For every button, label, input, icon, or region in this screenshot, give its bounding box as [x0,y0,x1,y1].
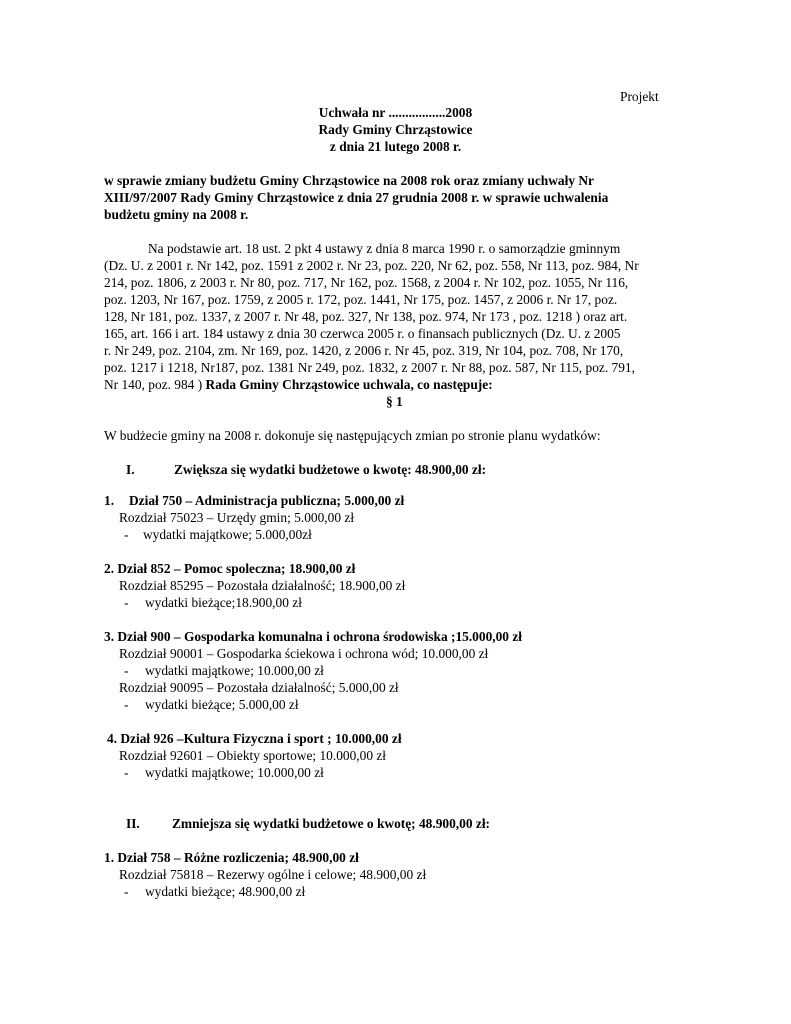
preamble-line [104,376,493,393]
resolution-title: Uchwała nr .................2008 [318,105,473,120]
bullet-dash: - [124,884,129,899]
wydatki-line: wydatki bieżące; 48.900,00 zł [145,884,306,899]
part-roman-numeral: II. [126,816,140,831]
wydatki-line: wydatki majątkowe; 10.000,00 zł [145,663,324,678]
rozdzial-line: Rozdział 85295 – Pozostała działalność; 18.900,00 zł [119,578,406,593]
preamble-line: 214, poz. 1806, z 2003 r. Nr 80, poz. 717, Nr 162, poz. 1568, z 2004 r. Nr 102, poz. 1055, Nr 116, [104,275,629,290]
preamble-line: poz. 1217 i 1218, Nr187, poz. 1381 Nr 249, poz. 1832, z 2007 r. Nr 88, poz. 587, Nr 115, poz. 791, [104,360,635,375]
wydatki-line: wydatki bieżące; 5.000,00 zł [145,697,299,712]
preamble-line: r. Nr 249, poz. 2104, zm. Nr 169, poz. 1420, z 2006 r. Nr 45, poz. 319, Nr 104, poz. 708, Nr 170, [104,343,624,358]
part-heading: Zmniejsza się wydatki budżetowe o kwotę; 48.900,00 zł: [172,816,491,831]
wydatki-line: wydatki majątkowe; 5.000,00zł [143,527,312,542]
preamble-line: Na podstawie art. 18 ust. 2 pkt 4 ustawy z dnia 8 marca 1990 r. o samorządzie gminnym [148,241,621,256]
bullet-dash: - [124,765,129,780]
preamble-text: Nr 140, poz. 984 ) [104,377,206,392]
preamble-line: 165, art. 166 i art. 184 ustawy z dnia 30 czerwca 2005 r. o finansach publicznych (Dz. U. z 2005 [104,326,621,341]
preamble-line: (Dz. U. z 2001 r. Nr 142, poz. 1591 z 2002 r. Nr 23, poz. 220, Nr 62, poz. 558, Nr 113, poz. 984, Nr [104,258,639,273]
preamble-line: poz. 1203, Nr 167, poz. 1759, z 2005 r. 172, poz. 1441, Nr 175, poz. 1457, z 2006 r. Nr 17, poz. [104,292,618,307]
rozdzial-line: Rozdział 90095 – Pozostała działalność; 5.000,00 zł [119,680,399,695]
dzial-title: 4. Dział 926 –Kultura Fizyczna i sport ; 10.000,00 zł [107,731,402,746]
dzial-title: 3. Dział 900 – Gospodarka komunalna i ochrona środowiska ;15.000,00 zł [104,629,523,644]
council-resolves: Rada Gminy Chrząstowice uchwala, co następuje: [205,377,493,392]
part-heading: Zwiększa się wydatki budżetowe o kwotę: 48.900,00 zł: [174,462,487,477]
part-roman-numeral: I. [126,462,135,477]
item-number: 1. [104,493,115,508]
preamble-line: 128, Nr 181, poz. 1337, z 2007 r. Nr 48, poz. 327, Nr 138, poz. 974, Nr 173 , poz. 1218 ) oraz art. [104,309,628,324]
rozdzial-line: Rozdział 90001 – Gospodarka ściekowa i ochrona wód; 10.000,00 zł [119,646,489,661]
resolution-date: z dnia 21 lutego 2008 r. [329,139,462,154]
rozdzial-line: Rozdział 75818 – Rezerwy ogólne i celowe; 48.900,00 zł [119,867,427,882]
subject-line: w sprawie zmiany budżetu Gminy Chrząstowice na 2008 rok oraz zmiany uchwały Nr [104,173,594,188]
council-name: Rady Gminy Chrząstowice [318,122,473,137]
dzial-title: Dział 750 – Administracja publiczna; 5.000,00 zł [129,493,405,508]
rozdzial-line: Rozdział 75023 – Urzędy gmin; 5.000,00 zł [119,510,355,525]
wydatki-line: wydatki bieżące;18.900,00 zł [145,595,302,610]
subject-line: budżetu gminy na 2008 r. [104,207,249,222]
bullet-dash: - [124,697,129,712]
section-intro: W budżecie gminy na 2008 r. dokonuje się następujących zmian po stronie planu wydatków: [104,428,601,443]
rozdzial-line: Rozdział 92601 – Obiekty sportowe; 10.000,00 zł [119,748,387,763]
paragraph-mark: § 1 [386,394,403,409]
dzial-title: 2. Dział 852 – Pomoc spoleczna; 18.900,00 zł [104,561,356,576]
bullet-dash: - [124,663,129,678]
projekt-label: Projekt [620,89,659,104]
bullet-dash: - [124,527,129,542]
bullet-dash: - [124,595,129,610]
wydatki-line: wydatki majątkowe; 10.000,00 zł [145,765,324,780]
dzial-title: 1. Dział 758 – Różne rozliczenia; 48.900,00 zł [104,850,359,865]
subject-line: XIII/97/2007 Rady Gminy Chrząstowice z dnia 27 grudnia 2008 r. w sprawie uchwalenia [104,190,609,205]
